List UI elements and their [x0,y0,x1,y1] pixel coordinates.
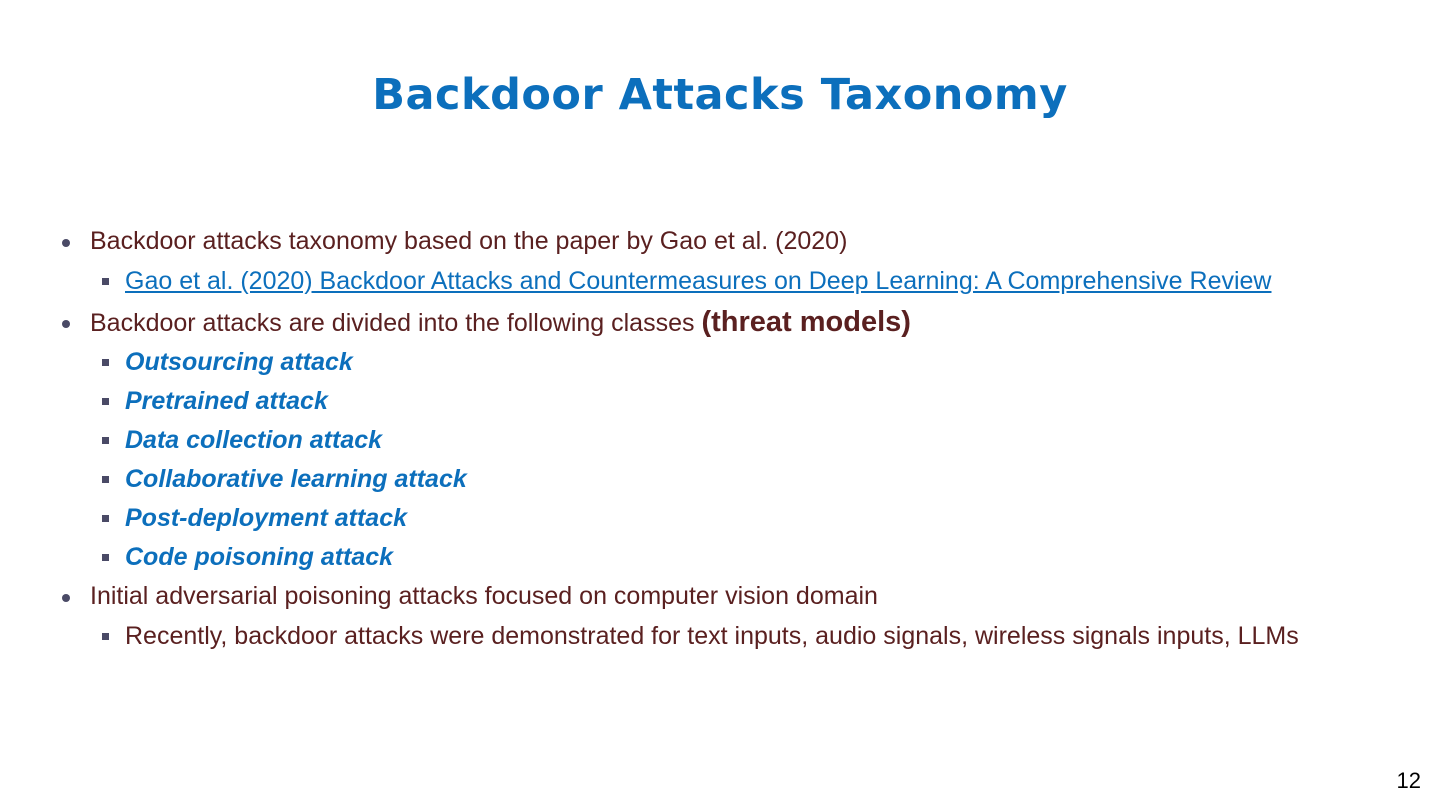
attack-class-item [0,460,1440,499]
attack-class-item [0,343,1440,382]
attack-class-label: Pretrained attack [125,387,328,415]
bullet-text: Backdoor attacks taxonomy based on the paper by Gao et al. (2020) [90,227,848,255]
attack-class-item [0,538,1440,577]
bullet-dot-icon [62,320,70,328]
bullet-dot-icon [62,594,70,602]
attack-class-label: Outsourcing attack [125,348,353,376]
bullet-attack-classes [0,301,1440,343]
paper-link[interactable]: Gao et al. (2020) Backdoor Attacks and Countermeasures on Deep Learning: A Comprehensive Review [125,267,1272,295]
bullet-square-icon [102,633,109,640]
page-number: 12 [1396,768,1421,793]
bullet-square-icon [102,398,109,405]
attack-class-label: Post-deployment attack [125,504,408,532]
slide-title: Backdoor Attacks Taxonomy [372,70,1068,120]
attack-class-label: Code poisoning attack [125,543,394,571]
bullet-square-icon [102,476,109,483]
attack-class-label: Collaborative learning attack [125,465,467,493]
bullet-initial-domain [0,577,1440,617]
bullet-square-icon [102,437,109,444]
attack-class-item [0,382,1440,421]
slide-content [0,222,1440,650]
sub-bullet-recent-domains [0,617,1345,650]
sub-bullet-text: Recently, backdoor attacks were demonstrated for text inputs, audio signals, wireless signals inputs, LLMs [125,622,1299,650]
attack-class-label: Data collection attack [125,426,383,454]
bullet-square-icon [102,515,109,522]
bullet-text: Backdoor attacks are divided into the following classes [90,309,702,337]
threat-models-emphasis: (threat models) [701,306,911,338]
attack-class-item [0,421,1440,460]
bullet-dot-icon [62,239,70,247]
bullet-square-icon [102,278,109,285]
sub-bullet-paper-link [0,262,1440,301]
attack-class-item [0,499,1440,538]
bullet-text: Initial adversarial poisoning attacks focused on computer vision domain [90,582,878,610]
bullet-square-icon [102,554,109,561]
bullet-taxonomy-source [0,222,1440,262]
bullet-square-icon [102,359,109,366]
